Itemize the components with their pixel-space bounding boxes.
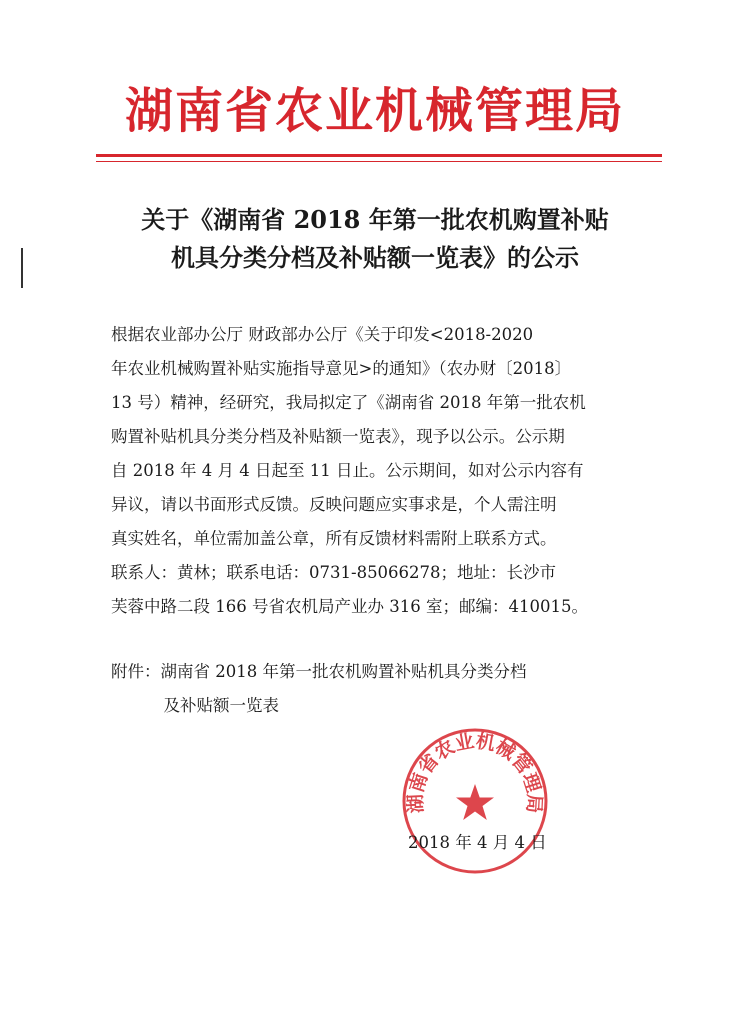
body-line-2: 年农业机械购置补贴实施指导意见>的通知》（农办财〔2018〕 [111,359,572,378]
contact-line-1: 联系人：黄林；联系电话：0731-85066278；地址：长沙市 [111,563,557,582]
document-title-line-1: 关于《湖南省 2018 年第一批农机购置补贴 [141,205,609,234]
attachment-line-2: 及补贴额一览表 [111,696,279,715]
contact-line-2: 芙蓉中路二段 166 号省农机局产业办 316 室；邮编：410015。 [111,597,588,616]
body-line-5: 自 2018 年 4 月 4 日起至 11 日止。公示期间，如对公示内容有 [111,461,584,480]
issuer-header-title: 湖南省农业机械管理局 [124,83,625,139]
issue-date: 2018 年 4 月 4 日 [408,833,547,852]
attachment-line-1: 附件：湖南省 2018 年第一批农机购置补贴机具分类分档 [111,662,527,681]
body-line-7: 真实姓名，单位需加盖公章，所有反馈材料需附上联系方式。 [111,529,557,548]
body-line-1: 根据农业部办公厅 财政部办公厅《关于印发<2018-2020 [111,325,534,344]
document-title-line-2: 机具分类分档及补贴额一览表》的公示 [171,243,579,272]
body-line-3: 13 号）精神，经研究，我局拟定了《湖南省 2018 年第一批农机 [111,393,586,412]
header-rule-thick [96,154,662,157]
body-line-4: 购置补贴机具分类分档及补贴额一览表》，现予以公示。公示期 [111,427,565,446]
body-line-6: 异议，请以书面形式反馈。反映问题应实事求是，个人需注明 [111,495,557,514]
header-rule-thin [96,161,662,162]
seal-star-icon [456,784,494,820]
binding-margin-mark [21,248,23,288]
seal-text: 湖南省农业机械管理局 [404,730,546,814]
